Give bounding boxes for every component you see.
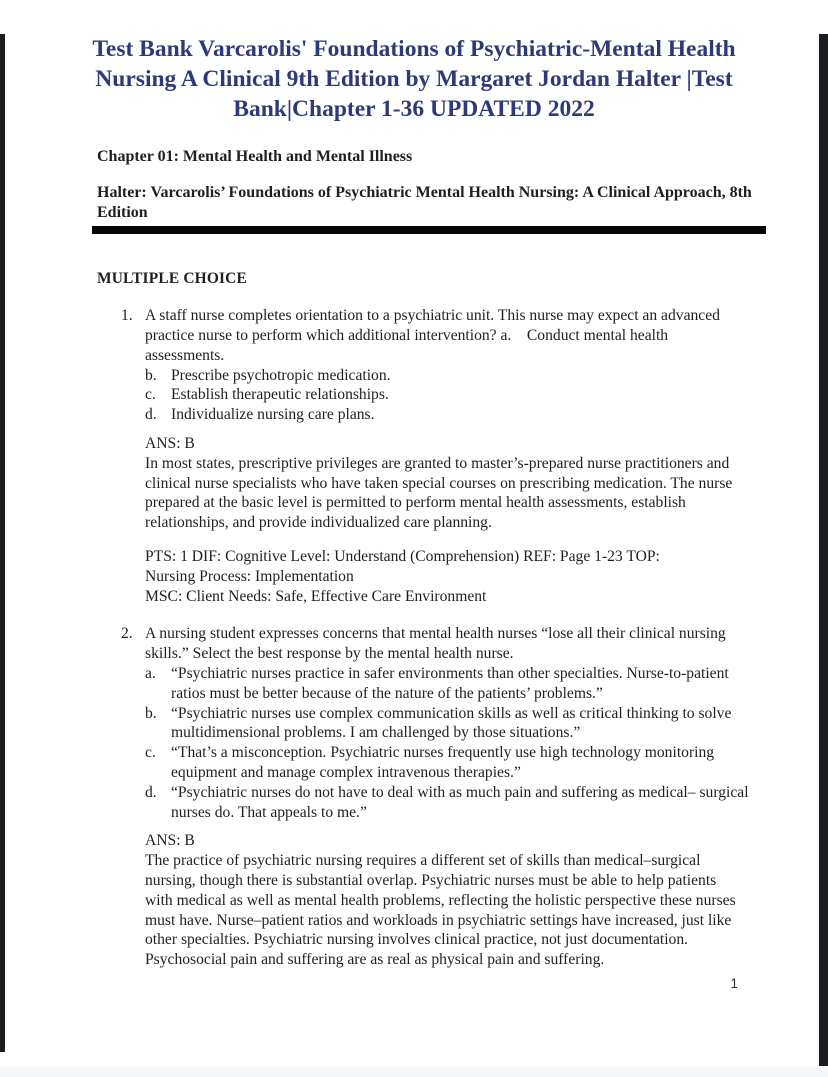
answer-option — [145, 366, 768, 386]
document-page — [0, 34, 828, 991]
answer-label: ANS: B — [145, 832, 195, 850]
answer-option — [145, 743, 768, 783]
answer-block — [145, 434, 741, 533]
question-stem: A nursing student expresses concerns that mental health nurses “lose all their clinical nursing skills.” Select the best response by the mental health nurse. — [145, 625, 726, 663]
option-letter: d. — [145, 406, 157, 424]
answer-rationale: The practice of psychiatric nursing requires a different set of skills than medical–surgical nursing, though there is substantial overlap. Psychiatric nurses must be able to help patients with medical as well as mental health problems, reflecting the holistic perspective these nurses must have. Nurse–patient ratios and workloads in psychiatric settings have increased, just like other specialties. Psychiatric nursing involves clinical practice, not just documentation. Psychosocial pain and suffering are as real as physical pain and suffering. — [145, 852, 736, 969]
option-text: “Psychiatric nurses practice in safer environments than other specialties. Nurse-to-patient ratios must be better because of the nature of the patients’ problems.” — [171, 664, 729, 702]
answer-option — [145, 405, 768, 425]
document-title: Test Bank Varcarolis' Foundations of Psychiatric-Mental Health Nursing A Clinical 9th Edition by Margaret Jordan Halter |Test Bank|Chapter 1-36 UPDATED 2022 — [92, 36, 736, 123]
answer-option — [145, 385, 768, 405]
option-text: “Psychiatric nurses do not have to deal with as much pain and suffering as medical– surgical nurses do. That appeals to me.” — [171, 783, 749, 821]
option-letter: d. — [145, 783, 157, 801]
meta-line: Nursing Process: Implementation — [145, 567, 354, 585]
heading-underline-bar — [92, 226, 766, 234]
option-text: “That’s a misconception. Psychiatric nurses frequently use high technology monitoring equipment and manage complex intravenous therapies.” — [171, 744, 715, 781]
option-text: Prescribe psychotropic medication. — [171, 366, 391, 384]
answer-option — [145, 704, 768, 744]
option-text: Individualize nursing care plans. — [171, 406, 375, 424]
page-bottom-band — [0, 1067, 828, 1077]
answer-label: ANS: B — [145, 435, 195, 453]
answer-options — [145, 366, 768, 425]
option-letter: b. — [145, 704, 157, 722]
book-heading: Halter: Varcarolis’ Foundations of Psychiatric Mental Health Nursing: A Clinical Approach, 8th Edition — [97, 184, 752, 222]
answer-options — [145, 664, 768, 822]
answer-option — [145, 664, 768, 704]
meta-line: MSC: Client Needs: Safe, Effective Care Environment — [145, 587, 487, 605]
question-metadata — [145, 547, 745, 606]
option-letter: c. — [145, 386, 156, 404]
meta-line: PTS: 1 DIF: Cognitive Level: Understand (Comprehension) REF: Page 1-23 TOP: — [145, 548, 660, 565]
question-stem: A staff nurse completes orientation to a psychiatric unit. This nurse may expect an advanced practice nurse to perform which additional intervention? a. Conduct mental health assessments. — [145, 307, 720, 364]
viewer-left-edge — [0, 34, 5, 1052]
question-number: 1. — [121, 307, 133, 325]
option-letter: b. — [145, 366, 157, 384]
answer-option — [145, 783, 768, 823]
chapter-heading: Chapter 01: Mental Health and Mental Illness — [97, 148, 413, 166]
viewer-right-edge — [819, 34, 828, 1066]
option-text: “Psychiatric nurses use complex communication skills as well as critical thinking to solve multidimensional problems. I am challenged by those situations.” — [171, 704, 732, 742]
question-item-1 — [121, 306, 768, 606]
section-heading: MULTIPLE CHOICE — [97, 270, 247, 288]
question-item-2 — [121, 624, 768, 970]
question-number: 2. — [121, 625, 133, 643]
option-letter: a. — [145, 664, 156, 682]
answer-rationale: In most states, prescriptive privileges are granted to master’s-prepared nurse practitioners and clinical nurse specialists who have taken special courses on prescribing medication. The nurse prepared at the basic level is permitted to perform mental health assessments, establish relationships, and provide individualized care planning. — [145, 454, 733, 532]
page-number: 1 — [730, 975, 738, 991]
option-letter: c. — [145, 744, 156, 762]
option-text: Establish therapeutic relationships. — [171, 386, 389, 404]
answer-block — [145, 831, 741, 970]
